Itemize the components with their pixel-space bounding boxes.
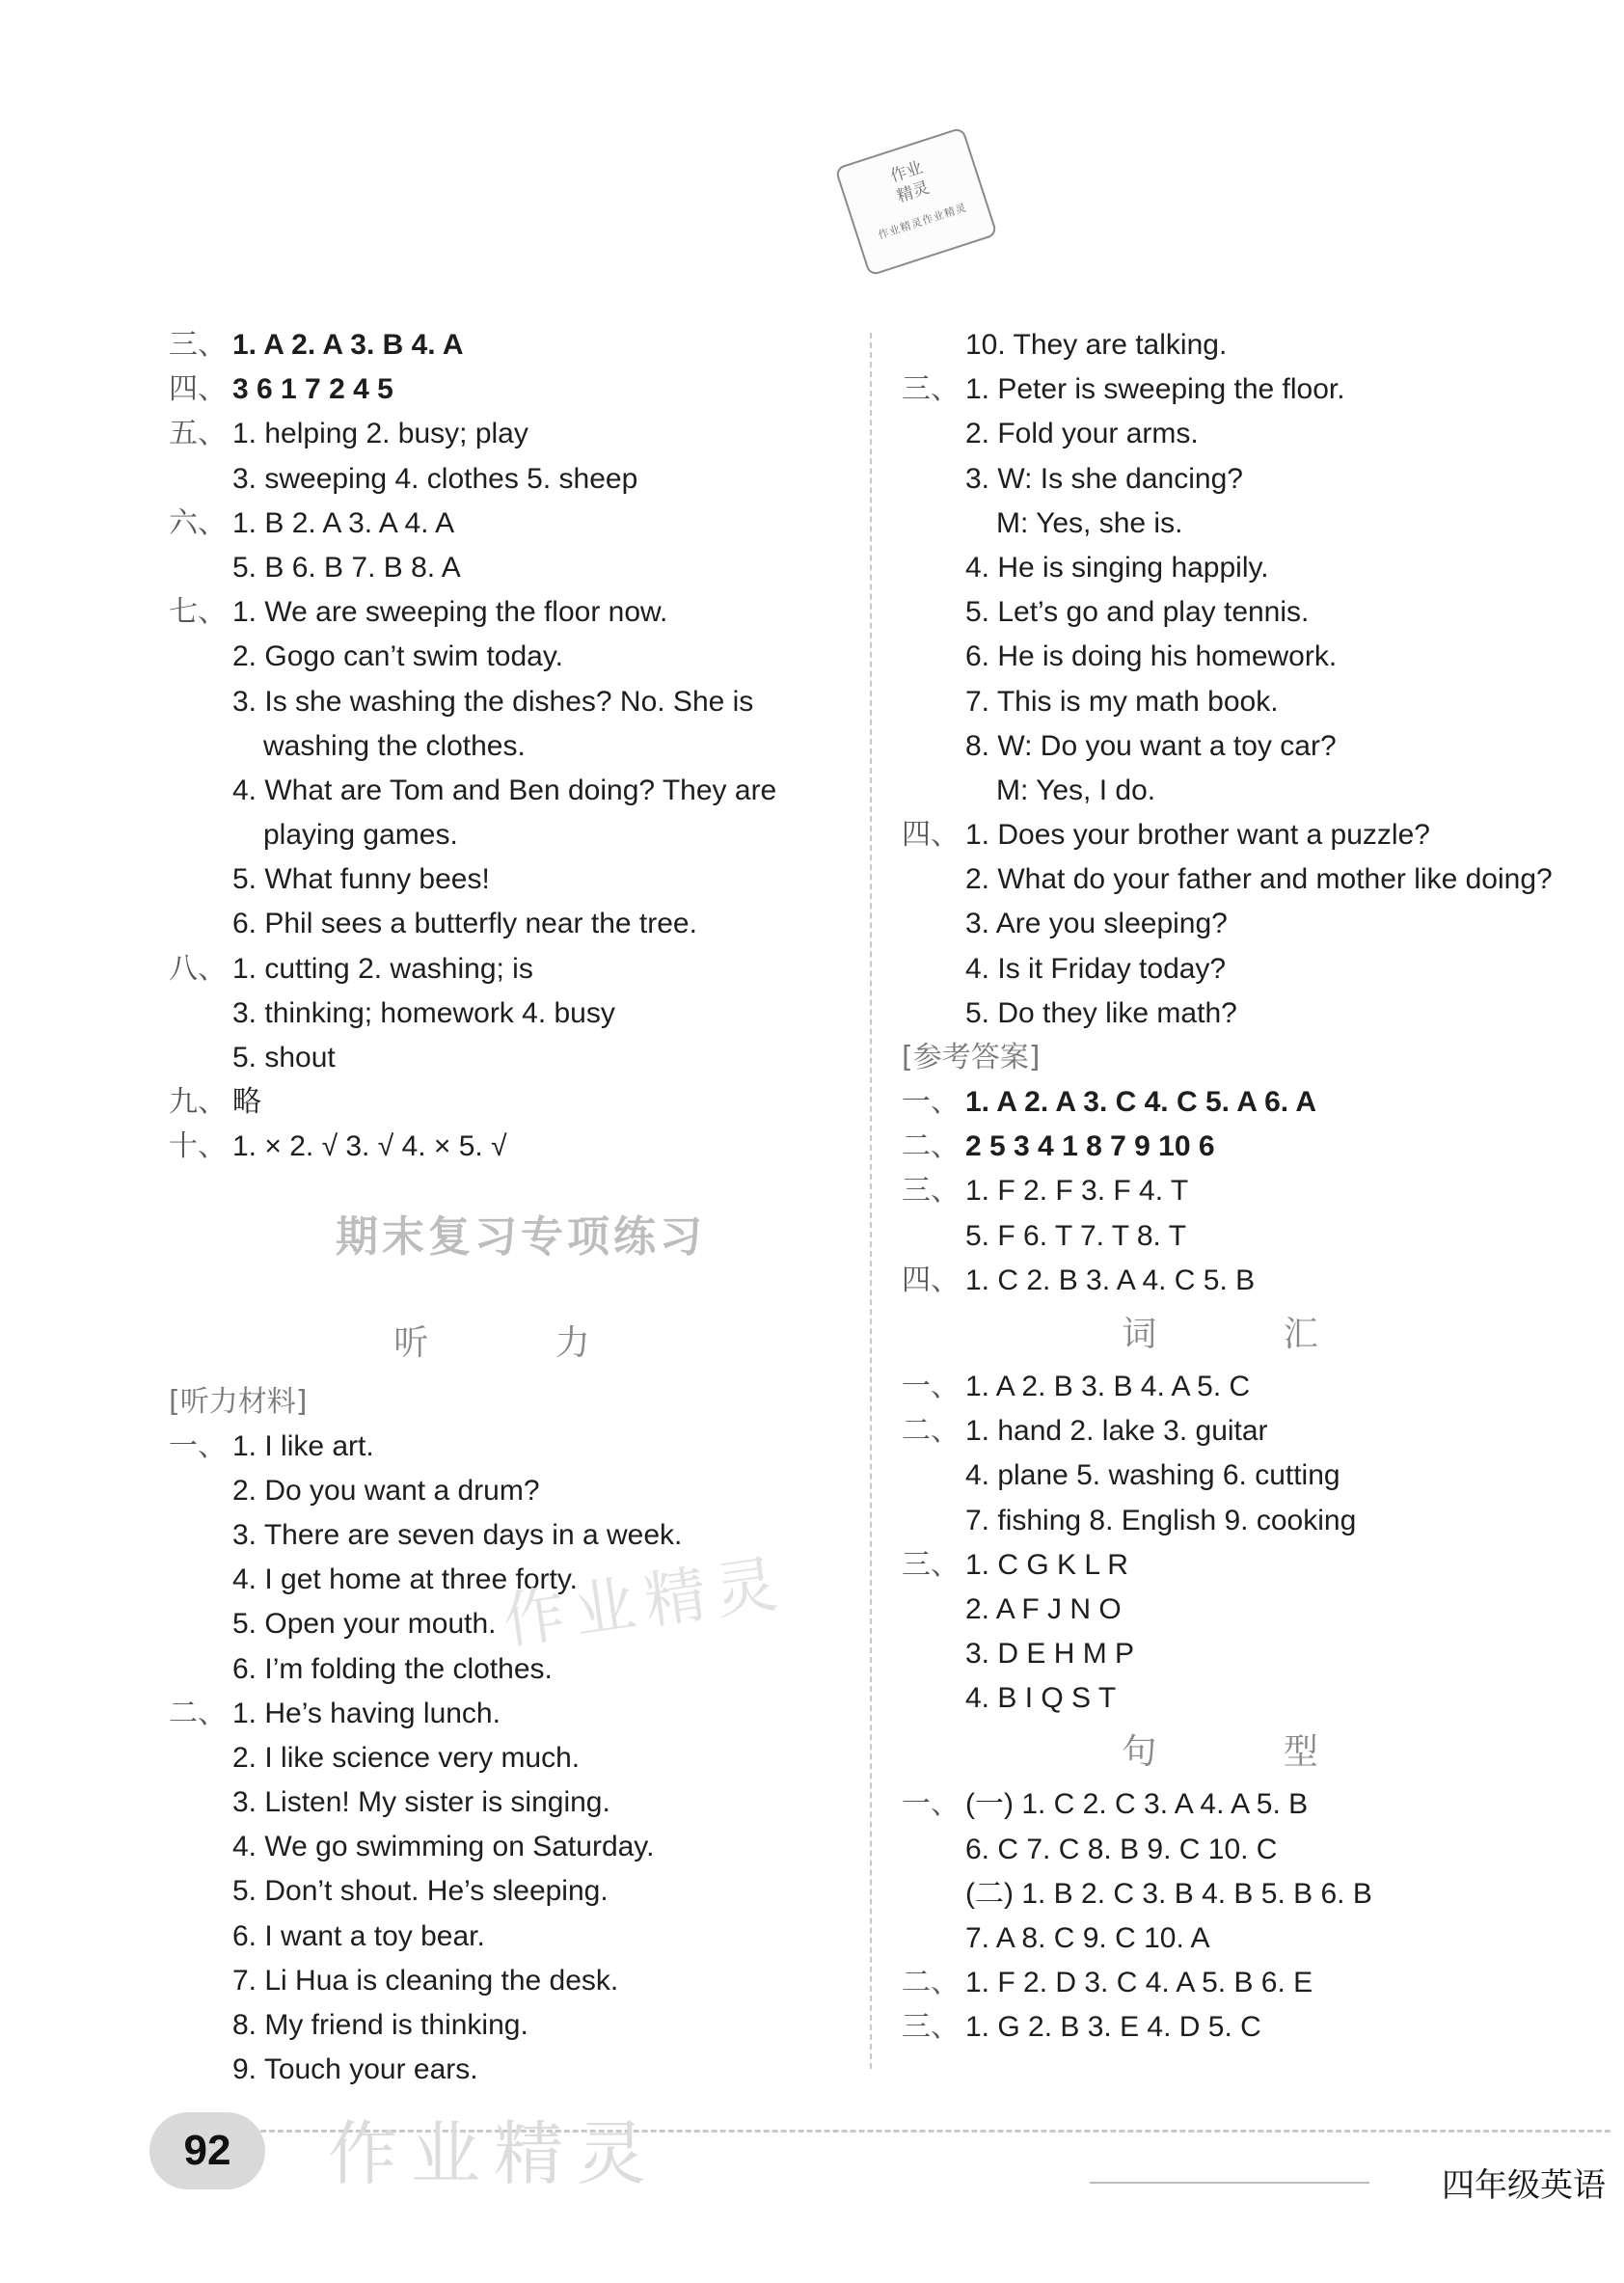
answer-line: 2. What do your father and mother like doing? [965, 863, 1553, 896]
answer-line: 3. Listen! My sister is singing. [232, 1786, 610, 1819]
answer-line: 4. plane 5. washing 6. cutting [965, 1459, 1340, 1492]
answer-line: 2. Fold your arms. [965, 418, 1199, 450]
answer-line: 3. W: Is she dancing? [965, 462, 1243, 495]
answer-line: 4. I get home at three forty. [232, 1563, 578, 1596]
answer-line: 3. There are seven days in a week. [232, 1518, 683, 1551]
answer-line: 7. A 8. C 9. C 10. A [965, 1922, 1210, 1954]
answer-line: 五、 1. helping 2. busy; play [169, 418, 528, 450]
answer-line: 2. A F J N O [965, 1592, 1122, 1625]
answer-line: 二、 1. F 2. D 3. C 4. A 5. B 6. E [902, 1967, 1313, 1999]
listening-material-label: [听力材料] [169, 1384, 308, 1419]
answer-line: 四、 1. Does your brother want a puzzle? [902, 819, 1430, 852]
answer-line: 3. sweeping 4. clothes 5. sheep [232, 462, 638, 495]
answer-line: 四、 1. C 2. B 3. A 4. C 5. B [902, 1264, 1256, 1296]
answer-line: 八、 1. cutting 2. washing; is [169, 952, 533, 985]
answer-line: 4. He is singing happily. [965, 551, 1269, 584]
answer-line: 三、 1. C G K L R [902, 1548, 1128, 1581]
answer-line: 10. They are talking. [965, 329, 1228, 361]
answer-line: 7. Li Hua is cleaning the desk. [232, 1964, 619, 1997]
left-column [169, 323, 873, 2092]
answer-line: 5. B 6. B 7. B 8. A [232, 551, 461, 584]
answer-line: 一、 1. I like art. [169, 1429, 374, 1462]
answer-line: 三、 1. Peter is sweeping the floor. [902, 373, 1345, 406]
stamp-text: 作业 [887, 157, 926, 187]
answer-line: 九、 略 [169, 1086, 261, 1119]
stamp-text: 精灵 [894, 177, 933, 207]
answer-line: 8. My friend is thinking. [232, 2009, 528, 2041]
answer-line: 二、 2 5 3 4 1 8 7 9 10 6 [902, 1130, 1215, 1163]
reference-answers-label: [参考答案] [902, 1041, 1041, 1074]
right-column [902, 323, 1596, 2051]
section-heading-listening: 听 力 [393, 1322, 648, 1363]
answer-line: playing games. [263, 819, 458, 852]
answer-line: 四、 3 6 1 7 2 4 5 [169, 373, 393, 406]
answer-line: 5. Let’s go and play tennis. [965, 596, 1310, 629]
answer-line: 6. He is doing his homework. [965, 640, 1338, 673]
answer-line: 一、 (一) 1. C 2. C 3. A 4. A 5. B [902, 1788, 1309, 1821]
book-title: 四年级英语 [1442, 2166, 1606, 2205]
answer-line: 5. Do they like math? [965, 996, 1237, 1029]
answer-line: 二、 1. He’s having lunch. [169, 1697, 501, 1729]
answer-line: (二) 1. B 2. C 3. B 4. B 5. B 6. B [965, 1877, 1372, 1910]
answer-line: 3. D E H M P [965, 1638, 1135, 1671]
answer-line: 6. I’m folding the clothes. [232, 1652, 553, 1685]
answer-line: 三、 1. F 2. F 3. F 4. T [902, 1175, 1189, 1208]
answer-line: 七、 1. We are sweeping the floor now. [169, 596, 668, 629]
watermark: 作业精灵 [499, 1547, 792, 1659]
answer-line: washing the clothes. [263, 729, 526, 762]
answer-line: 二、 1. hand 2. lake 3. guitar [902, 1415, 1268, 1448]
answer-line: 4. B I Q S T [965, 1682, 1117, 1715]
answer-line: 2. Do you want a drum? [232, 1474, 540, 1507]
answer-line: 5. shout [232, 1042, 336, 1074]
answer-line: 4. Is it Friday today? [965, 952, 1227, 985]
answer-line: 7. This is my math book. [965, 685, 1279, 718]
answer-line: 一、 1. A 2. B 3. B 4. A 5. C [902, 1370, 1251, 1402]
answer-line: 4. What are Tom and Ben doing? They are [232, 774, 777, 806]
answer-line: 2. I like science very much. [232, 1741, 581, 1774]
section-heading-final-review: 期末复习专项练习 [336, 1211, 706, 1262]
answer-line: 5. Open your mouth. [232, 1608, 497, 1641]
answer-line: 三、 1. G 2. B 3. E 4. D 5. C [902, 2011, 1261, 2044]
answer-line: 6. C 7. C 8. B 9. C 10. C [965, 1833, 1278, 1865]
answer-line: 5. What funny bees! [232, 863, 490, 896]
answer-line: 5. Don’t shout. He’s sleeping. [232, 1875, 609, 1908]
answer-line: 6. I want a toy bear. [232, 1919, 485, 1952]
section-heading-sentences: 句 型 [1122, 1732, 1376, 1773]
answer-line: 8. W: Do you want a toy car? [965, 729, 1337, 762]
answer-line: 十、 1. × 2. √ 3. √ 4. × 5. √ [169, 1130, 507, 1163]
stamp-logo [834, 126, 998, 276]
answer-line: 六、 1. B 2. A 3. A 4. A [169, 506, 455, 539]
answer-line: 9. Touch your ears. [232, 2053, 478, 2086]
page-number: 92 [149, 2112, 265, 2189]
answer-line: 三、 1. A 2. A 3. B 4. A [169, 329, 464, 361]
answer-line: M: Yes, I do. [996, 774, 1156, 806]
answer-line: 4. We go swimming on Saturday. [232, 1831, 655, 1863]
stamp-text: 作业精灵作业精灵 [876, 201, 969, 242]
section-heading-vocabulary: 词 汇 [1122, 1314, 1376, 1354]
answer-line: 6. Phil sees a butterfly near the tree. [232, 908, 697, 940]
answer-line: 3. Is she washing the dishes? No. She is [232, 685, 754, 718]
answer-line: 7. fishing 8. English 9. cooking [965, 1504, 1357, 1536]
footer-watermark: 作业精灵 [328, 2113, 661, 2194]
answer-line: 3. thinking; homework 4. busy [232, 996, 615, 1029]
answer-line: 一、 1. A 2. A 3. C 4. C 5. A 6. A [902, 1086, 1316, 1118]
answer-line: 5. F 6. T 7. T 8. T [965, 1219, 1187, 1252]
footer-rule [1090, 2182, 1369, 2184]
answer-line: 2. Gogo can’t swim today. [232, 640, 563, 673]
answer-line: M: Yes, she is. [996, 506, 1183, 539]
answer-line: 3. Are you sleeping? [965, 908, 1228, 940]
